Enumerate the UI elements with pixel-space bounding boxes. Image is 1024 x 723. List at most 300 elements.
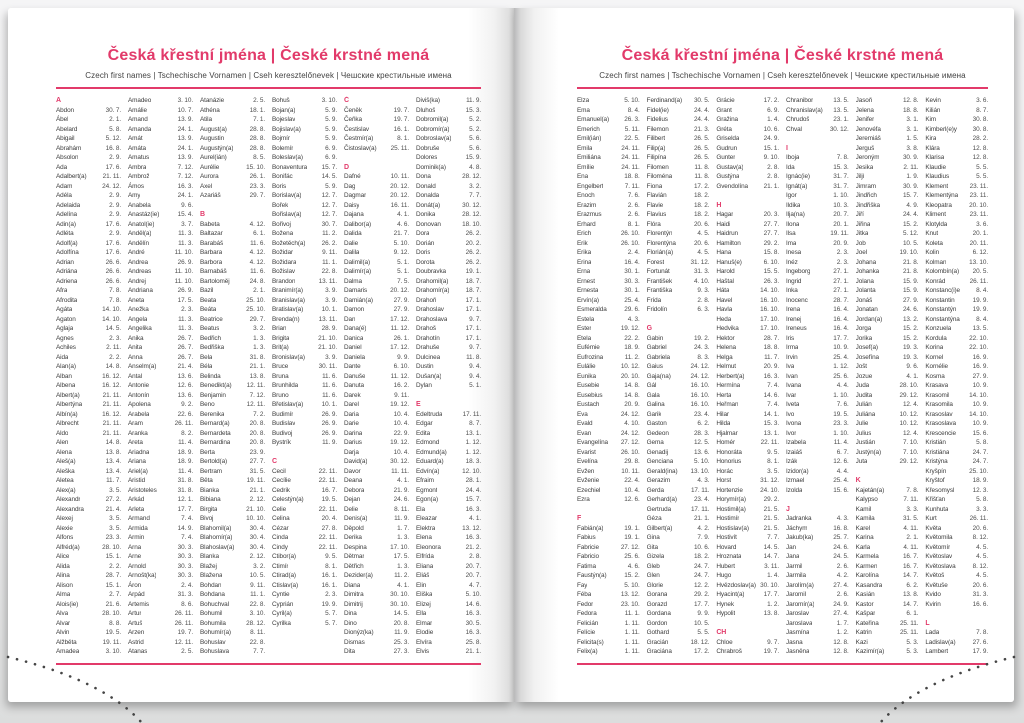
name-day-date: 17. 2. [693,648,710,655]
name-entry [56,324,121,334]
given-name: Koleta [925,239,943,247]
name-day-date: 17. 10. [760,315,779,323]
given-name: Adelaida [56,201,81,209]
given-name: Efraim [416,477,434,484]
given-name: Ingeborg [786,268,811,275]
given-name: Jozue [855,372,873,380]
name-entry [272,543,337,553]
name-entry [128,410,193,420]
given-name: Ámos [128,182,144,190]
name-day-date: 1. 7. [836,619,849,627]
given-name: Filip(a) [646,144,666,152]
given-name: Alina [56,572,70,579]
given-name: Ida [786,163,795,171]
name-day-date: 27. 9. [902,296,919,304]
given-name: Horác [716,467,733,475]
given-name: Fatima [577,562,596,570]
given-name: Johanka [855,268,880,275]
given-name: Justýn(a) [855,448,882,456]
given-name: Anabela [128,201,151,209]
given-name: Arabela [128,410,150,418]
name-entry [344,581,409,591]
given-name: Cézar [272,524,289,532]
given-name: Eliška [416,591,433,598]
name-entry [200,353,265,363]
name-day-date: 14. 5. [763,543,779,551]
name-entry [272,486,337,496]
name-day-date: 7. 4. [181,515,193,522]
name-day-date: 25. 11. [899,629,919,636]
given-name: Evald [577,420,593,427]
given-name: Korina [925,344,944,351]
given-name: Brian [272,325,287,332]
name-day-date: 14. 1. [763,410,779,418]
given-name: Adolf(a) [56,239,78,247]
name-entry [344,362,409,372]
name-day-date: 30. 5. [693,97,710,104]
name-day-date: 4. 6. [397,220,409,228]
name-entry [647,647,710,657]
given-name: Diana [344,581,361,589]
name-entry [128,391,193,401]
name-entry [200,267,265,277]
name-day-date: 28. 7. [833,296,849,304]
name-entry [647,429,710,439]
name-entry [128,638,193,648]
name-entry [272,115,337,125]
name-entry [647,296,710,306]
name-day-date: 24. 12. [690,363,710,370]
given-name: Dustin [416,363,434,370]
given-name: Ignác(ie) [786,173,810,180]
name-day-date: 3. 3. [906,505,919,513]
given-name: Jarmila [786,572,806,579]
name-entry [416,106,481,116]
given-name: Cinda [272,534,289,541]
name-entry [272,191,337,201]
letter-header: A [56,97,61,104]
given-name: Damián(a) [344,296,373,304]
given-name: Amadeo [128,97,152,104]
given-name: Emílie [577,163,595,171]
name-entry [344,609,409,619]
given-name: Albertýna [56,401,83,408]
name-day-date: 11. 10. [174,249,193,256]
given-name: Jasněna [786,648,810,655]
given-name: Iris [786,334,795,342]
name-day-date: 16. 3. [763,372,779,380]
name-entry [344,438,409,448]
name-day-date: 21. 7. [393,230,409,237]
given-name: Frída [646,296,662,304]
given-name: Afra [56,287,68,294]
given-name: Kleopatra [925,201,952,209]
name-entry [344,467,409,477]
given-name: Arnošt(ka) [128,572,157,579]
given-name: Krasava [925,382,949,389]
name-day-date: 14. 7. [902,600,919,608]
name-day-date: 20. 12. [390,182,409,190]
name-day-date: 21. 1. [249,486,265,494]
name-day-date: 19. 3. [902,353,919,361]
given-name: Jasmína [786,629,810,636]
name-entry [925,400,988,410]
name-day-date: 5. 5. [976,173,988,180]
name-entry [56,448,121,458]
name-entry [56,296,121,306]
given-name: Božetěch(a) [272,239,306,247]
given-name: Hostimil(a) [716,505,746,513]
name-entry [272,619,337,629]
name-day-date: 7. 10. [902,439,919,446]
name-day-date: 7. 4. [181,534,193,541]
name-day-date: 14. 7. [902,572,919,579]
name-entry [56,524,121,534]
name-day-date: 16. 12. [102,382,121,389]
name-day-date: 12. 8. [833,638,849,646]
given-name: Gordon [646,619,668,627]
name-day-date: 17. 1. [465,325,481,332]
name-entry [200,486,265,496]
name-day-date: 3. 10. [249,610,265,617]
name-day-date: 27. 8. [321,524,337,532]
given-name: Hvězdoslav(a) [716,581,756,589]
name-entry [344,410,409,420]
given-name: Azariáš [200,192,221,199]
name-entry [577,334,640,344]
name-entry [856,163,919,173]
given-name: Emil(ián) [577,135,602,142]
name-entry [577,429,640,439]
given-name: Honorius [716,458,742,465]
name-day-date: 3. 1. [906,116,919,123]
name-day-date: 29. 2. [763,239,779,247]
name-entry [647,514,710,524]
given-name: Alice [56,553,70,560]
given-name: Adalbert(a) [56,173,87,180]
given-name: Fidelius [646,116,668,123]
name-entry [856,315,919,325]
name-day-date: 16. 3. [465,534,481,541]
given-name: Dana(é) [344,325,367,332]
given-name: Heřman [716,401,739,408]
name-day-date: 2. 5. [253,97,265,104]
name-day-date: 30. 3. [177,553,193,560]
name-entry [716,419,779,429]
given-name: Děpold [344,524,364,532]
name-entry [344,524,409,534]
name-entry [577,248,640,258]
given-name: Helmut [716,363,736,370]
given-name: Klaudie [925,163,946,171]
name-day-date: 26. 11. [174,619,193,627]
given-name: Darek [344,391,361,399]
name-day-date: 16. 10. [760,296,779,304]
given-name: Aurélie [200,163,220,171]
name-entry [200,220,265,230]
name-entry [786,115,849,125]
name-entry [416,134,481,144]
name-day-date: 28. 7. [763,334,779,342]
name-day-date: 30. 3. [177,572,193,579]
name-day-date: 17. 7. [693,600,710,608]
name-day-date: 4. 4. [836,382,849,389]
name-entry [786,286,849,296]
name-entry [716,153,779,163]
given-name: Břetislav(a) [272,401,304,408]
given-name: Kornélie [925,363,948,370]
name-entry [416,191,481,201]
name-day-date: 1. 3. [397,562,409,570]
name-day-date: 12. 3. [972,486,988,494]
name-day-date: 16. 3. [465,629,481,636]
name-entry [128,96,193,106]
name-entry [856,258,919,268]
name-day-date: 5. 5. [697,629,710,636]
name-day-date: 3. 9. [325,287,337,294]
given-name: Dan [344,315,356,323]
name-entry [128,581,193,591]
name-entry [856,210,919,220]
name-entry [786,552,849,562]
name-day-date: 19. 11. [246,477,265,484]
given-name: Bořislav(a) [272,211,302,218]
given-name: Chval [786,125,802,133]
name-day-date: 15. 5. [763,268,779,275]
name-entry [344,429,409,439]
name-day-date: 7. 7. [469,192,481,199]
name-day-date: 10. 9. [972,382,988,389]
given-name: Bystrík [272,439,291,446]
name-entry [128,476,193,486]
given-name: Filemon [646,125,669,133]
name-day-date: 6. 9. [325,154,337,161]
name-day-date: 14. 10. [102,315,121,323]
name-entry [856,353,919,363]
given-name: Blažej [200,562,217,570]
name-entry [272,153,337,163]
name-day-date: 21. 11. [102,391,121,399]
name-day-date: 16. 3. [177,182,193,190]
given-name: Kosma [925,372,945,380]
given-name: František [646,277,673,285]
name-day-date: 11. 9. [394,515,409,522]
name-entry [272,514,337,524]
given-name: Dejan [344,496,361,503]
name-entry [716,562,779,572]
given-name: Gordana [646,610,671,617]
name-day-date: 17. 7. [177,505,193,513]
given-name: Elvíra [416,638,432,646]
name-entry [925,467,988,477]
name-entry [716,115,779,125]
name-entry [577,220,640,230]
name-entry [856,543,919,553]
given-name: Kamil [855,505,872,513]
given-name: Katrin [855,629,872,636]
name-day-date: 16. 11. [390,201,409,209]
name-day-date: 30. 12. [462,201,481,209]
name-entry [128,239,193,249]
name-day-date: 24. 12. [620,429,640,437]
name-day-date: 15. 3. [833,163,849,171]
name-day-date: 19. 2. [693,334,710,342]
name-day-date: 30. 10. [390,591,409,598]
name-entry [56,191,121,201]
name-day-date: 3. 7. [181,220,193,228]
name-entry [200,324,265,334]
given-name: Hugo [716,572,732,579]
given-name: Bedřich [200,334,221,342]
name-entry [716,429,779,439]
name-day-date: 19. 1. [465,268,481,275]
name-day-date: 30. 8. [972,116,988,123]
given-name: Karmela [855,553,879,560]
given-name: Beata [200,296,217,304]
name-entry [577,182,640,192]
given-name: Budislav [272,420,296,427]
name-entry [925,391,988,401]
given-name: Dalimír(a) [344,268,372,275]
name-entry [56,163,121,173]
given-name: Andrea [128,258,149,266]
given-name: Astrid [128,638,144,646]
name-entry [56,258,121,268]
name-entry [856,229,919,239]
name-day-date: 27. 4. [833,581,849,589]
name-entry [200,410,265,420]
given-name: Alan(a) [56,363,76,370]
name-entry [272,144,337,154]
given-name: Kurt [925,515,937,522]
given-name: Lambert [925,648,949,655]
name-day-date: 7. 10. [902,448,919,456]
given-name: Hektor [716,334,735,342]
name-day-date: 31. 7. [833,173,849,180]
name-day-date: 11. 6. [322,391,337,399]
name-entry [416,495,481,505]
given-name: Kryšpín [925,467,947,475]
name-day-date: 12. 11. [174,638,193,646]
name-entry [925,286,988,296]
name-day-date: 13. 8. [249,372,265,380]
name-day-date: 5. 9. [325,116,337,123]
given-name: Juliána [855,410,876,418]
given-name: Jiří [855,211,864,218]
given-name: Gerda [646,486,664,494]
name-entry [56,372,121,382]
name-entry [856,305,919,315]
name-entry [647,362,710,372]
name-day-date: 26. 9. [177,287,193,294]
name-column [577,96,640,657]
name-day-date: 13. 12. [462,524,481,532]
name-day-date: 30. 4. [249,543,265,551]
given-name: Kimberl(e)y [925,125,957,133]
given-name: Esmeralda [577,306,607,313]
name-day-date: 31. 3. [693,268,710,275]
name-day-date: 11. 12. [390,372,409,380]
name-day-date: 24. 6. [833,543,849,551]
name-day-date: 20. 7. [465,562,481,570]
given-name: Bronislav(a) [272,353,305,361]
given-name: Gertruda [646,505,672,513]
name-day-date: 31. 3. [177,591,193,598]
name-entry [786,229,849,239]
name-day-date: 7. 8. [109,287,121,294]
given-name: Eleonora [416,543,441,551]
name-day-date: 15. 3. [465,106,481,114]
name-day-date: 2. 8. [469,553,481,560]
given-name: Angela [128,315,148,323]
name-entry [56,362,121,372]
name-day-date: 16. 2. [393,382,409,389]
name-day-date: 2. 1. [109,116,121,123]
name-day-date: 4. 4. [836,467,849,475]
name-day-date: 30. 5. [465,619,481,627]
name-day-date: 11. 9. [466,97,481,104]
name-entry [925,533,988,543]
given-name: Julián [855,401,872,408]
name-entry [577,609,640,619]
given-name: Ildika [786,201,801,209]
given-name: Garik [646,410,662,418]
top-rule [577,87,988,89]
given-name: Kornel [925,353,944,361]
name-day-date: 7. 4. [767,382,779,389]
given-name: Bojislav(a) [272,125,301,133]
name-day-date: 30. 3. [177,562,193,570]
name-entry [786,543,849,553]
name-day-date: 11. 6. [250,268,265,275]
name-entry [925,106,988,116]
given-name: Ireneus [786,325,807,332]
given-name: Beatrice [200,315,223,323]
name-day-date: 11. 3. [178,325,193,332]
name-day-date: 21. 8. [902,258,919,266]
given-name: Debora [344,486,365,494]
name-day-date: 23. 3. [105,534,121,541]
given-name: Kristýna [925,458,948,465]
name-day-date: 2. 9. [109,201,121,209]
given-name: Erik [577,239,588,247]
name-entry [128,590,193,600]
letter-header: H [716,201,722,209]
name-day-date: 7. 1. [253,116,265,123]
name-day-date: 26. 1. [393,334,409,342]
given-name: Gaston [646,420,667,427]
name-entry [647,153,710,163]
name-day-date: 20. 11. [969,239,988,247]
name-entry [786,353,849,363]
given-name: Ivor [786,429,797,437]
given-name: Jaroslava [786,619,813,627]
given-name: Ema [577,106,590,114]
name-entry [128,552,193,562]
letter-header: D [344,163,349,171]
name-day-date: 30. 4. [249,524,265,532]
given-name: Jonáš [855,296,873,304]
letter-header: B [200,211,205,218]
name-entry [272,172,337,182]
name-day-date: 5. 9. [325,182,337,190]
given-name: Klotylda [925,220,948,228]
name-entry [856,115,919,125]
name-day-date: 5. 1. [469,382,481,389]
given-name: Helga [716,353,733,361]
name-day-date: 18. 7. [465,277,481,285]
name-entry [416,163,481,173]
